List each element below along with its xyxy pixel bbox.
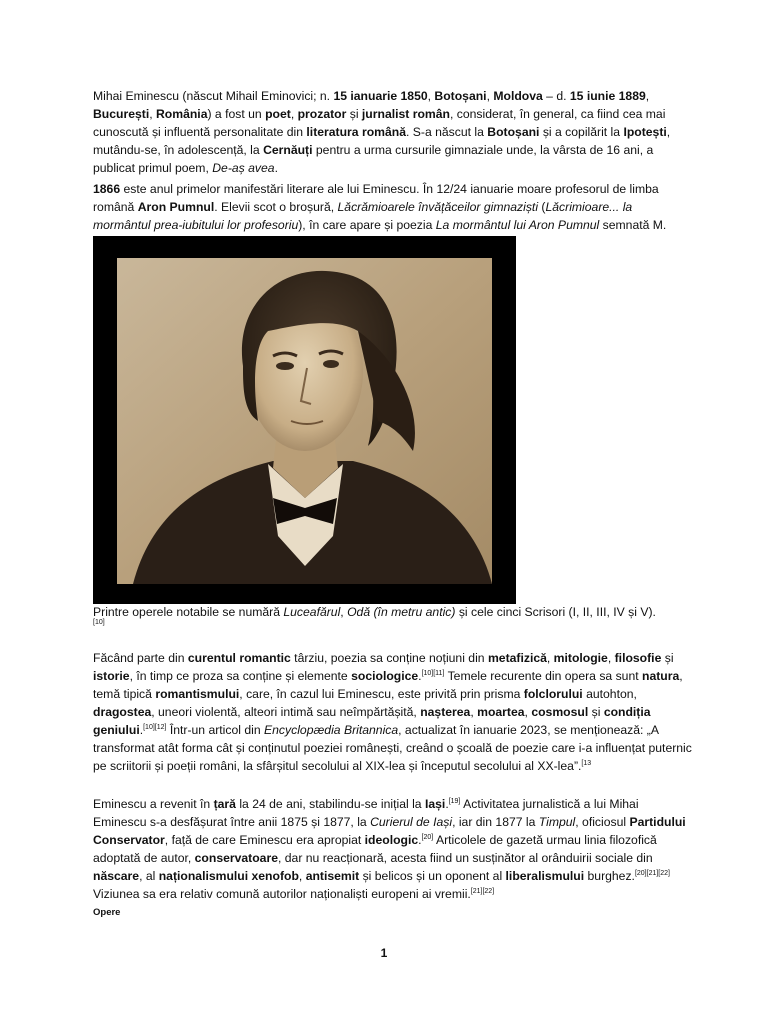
bold-text: Botoșani	[487, 125, 540, 139]
text-run: burghez.	[584, 869, 635, 883]
reference-marker: [20][21][22]	[634, 869, 670, 877]
text-run: la 24 de ani, stabilindu-se inițial la	[235, 797, 425, 811]
text-run: ,	[486, 89, 494, 103]
paragraph-journalism	[93, 795, 693, 903]
bold-text: natura	[642, 669, 680, 683]
bold-text: folclorului	[523, 687, 583, 701]
text-run: Făcând parte din	[93, 651, 188, 665]
bold-text: naționalismului xenofob	[158, 869, 299, 883]
bold-text: București	[93, 107, 150, 121]
text-run: , care, în cazul lui Eminescu, este privită prin prisma	[239, 687, 524, 701]
bold-text: dragostea	[93, 705, 152, 719]
text-run: .	[418, 833, 422, 847]
bold-text: născare	[93, 869, 140, 883]
text-run: (	[538, 200, 546, 214]
bold-text: mitologie	[553, 651, 608, 665]
text-run: , al	[139, 869, 159, 883]
text-run: ,	[607, 651, 615, 665]
bold-text: Ipotești	[623, 125, 667, 139]
text-run: – d.	[542, 89, 570, 103]
bold-text: România	[156, 107, 208, 121]
text-run: și cele cinci Scrisori (I, II, III, IV și V).	[455, 605, 656, 619]
bold-text: jurnalist	[361, 107, 410, 121]
text-run: și	[661, 651, 674, 665]
text-run: . Elevii scot o broșură,	[214, 200, 338, 214]
text-run: semnată M.	[602, 218, 667, 232]
bold-text: Partidului Conservator	[93, 815, 686, 847]
bold-text: moartea	[477, 705, 525, 719]
text-run: Într-un articol din	[166, 723, 265, 737]
bold-text: metafizică	[487, 651, 547, 665]
portrait-photo	[93, 236, 516, 604]
italic-text: Luceafărul	[283, 605, 341, 619]
bold-text: curentul romantic	[187, 651, 291, 665]
bold-text: filosofie	[614, 651, 662, 665]
paragraph-intro	[93, 87, 693, 177]
italic-text: De-aș avea	[212, 161, 275, 175]
text-run: și belicos și un oponent al	[359, 869, 506, 883]
bold-text: Aron Pumnul	[137, 200, 215, 214]
bold-text: nașterea	[420, 705, 471, 719]
bold-text: prozator	[297, 107, 347, 121]
text-run: autohton,	[582, 687, 637, 701]
text-run: ,	[546, 651, 554, 665]
text-run: .	[139, 723, 144, 737]
bold-text: antisemit	[305, 869, 360, 883]
bold-text: Botoșani	[434, 89, 487, 103]
text-run: ,	[290, 107, 298, 121]
text-run: Printre operele notabile se numără	[93, 605, 284, 619]
section-heading-opere: Opere	[93, 907, 121, 918]
reference-marker: [10][11]	[421, 669, 445, 677]
bold-text: Moldova	[493, 89, 543, 103]
bold-text: 15 iunie 1889	[569, 89, 646, 103]
text-run: Mihai Eminescu (născut Mihail Eminovici; n.	[93, 89, 334, 103]
text-run: , față de care Eminescu era apropiat	[164, 833, 365, 847]
reference-marker: [21][22]	[470, 887, 495, 895]
bold-text: istorie	[93, 669, 130, 683]
text-run: și	[346, 107, 362, 121]
text-run: Temele recurente din opera sa sunt	[444, 669, 643, 683]
text-run: ,	[298, 869, 306, 883]
paragraph-1866	[93, 180, 693, 236]
text-run: și	[588, 705, 604, 719]
bold-text: sociologice	[351, 669, 419, 683]
works-text	[93, 605, 656, 619]
text-run: , mutându-se, în adolescență, la	[93, 125, 671, 157]
text-run: , considerat, în general, ca fiind cea mai cunoscută și influentă personalitate din	[93, 107, 666, 139]
text-run: Eminescu a revenit în	[93, 797, 214, 811]
text-run: ,	[149, 107, 156, 121]
text-run: este anul primelor manifestări literare ale lui Eminescu. În 12/24 ianuarie moare profesorul de limba română	[93, 182, 659, 214]
text-run: pentru a urma cursurile gimnaziale unde, la vârsta de 16 ani, a publicat primul poem,	[93, 143, 654, 175]
text-run: , în timp ce proza sa conține și elemente	[129, 669, 352, 683]
text-run: , iar din 1877 la	[452, 815, 539, 829]
text-run: târziu, poezia sa conține noțiuni din	[290, 651, 488, 665]
text-run: .	[418, 669, 422, 683]
text-run: Viziunea sa era relativ comună autorilor naționaliști europeni ai vremii.	[93, 887, 471, 901]
bold-text: român	[412, 107, 450, 121]
bold-text: condiția geniului	[93, 705, 651, 737]
bold-text: liberalismului	[505, 869, 585, 883]
text-run: , actualizat în ianuarie 2023, se menționează: „A transformat atât forma cât și conținutul poeziei românești, creând o școală de poezie care i-a influențat puternic pe scriitorii și poeții români, la sfârșitul secolului al XIX-lea și începutul secolului al XX-lea”.	[93, 723, 692, 773]
italic-text: Timpul	[538, 815, 576, 829]
text-run: Articolele de gazetă urmau linia filozofică adoptată de autor,	[93, 833, 657, 865]
text-run: Activitatea jurnalistică a lui Mihai Eminescu s-a desfășurat între anii 1875 și 1877, la	[93, 797, 639, 829]
text-run: ), în care apare și poezia	[298, 218, 436, 232]
text-run: și a copilărit la	[539, 125, 624, 139]
bold-text: țară	[213, 797, 236, 811]
bold-text: 1866	[93, 182, 121, 196]
works-reference: [10]	[93, 619, 105, 626]
text-run: ) a fost un	[207, 107, 266, 121]
text-run: .	[274, 161, 278, 175]
reference-marker: [10][12]	[143, 723, 167, 731]
text-run: ,	[524, 705, 532, 719]
text-run: ,	[340, 605, 348, 619]
bold-text: literatura română	[306, 125, 406, 139]
paragraph-works	[93, 603, 693, 627]
bold-text: romantismului	[155, 687, 240, 701]
italic-text: La mormântul lui Aron Pumnul	[435, 218, 600, 232]
text-run: ,	[470, 705, 478, 719]
bold-text: cosmosul	[531, 705, 589, 719]
bold-text: 15 ianuarie 1850	[333, 89, 428, 103]
italic-text: Lăcrimioare... la mormântul prea-iubitului lor profesoriu	[93, 200, 633, 232]
portrait-image	[93, 236, 516, 604]
text-run: , uneori violentă, alteori intimă sau neîmpărtășită,	[151, 705, 421, 719]
italic-text: Encyclopædia Britannica	[264, 723, 399, 737]
paragraph-romanticism	[93, 649, 693, 775]
italic-text: Odă (în metru antic)	[347, 605, 456, 619]
bold-text: ideologic	[364, 833, 419, 847]
bold-text: Iași	[424, 797, 446, 811]
italic-text: Lăcrămioarele învățăceilor gimnaziști	[337, 200, 539, 214]
reference-marker: [13	[581, 759, 592, 767]
text-run: ,	[427, 89, 435, 103]
bold-text: poet	[265, 107, 291, 121]
bold-text: Cernăuți	[263, 143, 313, 157]
text-run: . S-a născut la	[406, 125, 488, 139]
text-run: ,	[645, 89, 650, 103]
reference-marker: [19]	[448, 797, 461, 805]
text-run: , oficiosul	[575, 815, 630, 829]
reference-marker: [20]	[421, 833, 434, 841]
text-run: .	[445, 797, 449, 811]
text-run: , temă tipică	[93, 669, 683, 701]
italic-text: Curierul de Iași	[370, 815, 453, 829]
page-number: 1	[380, 946, 388, 960]
bold-text: conservatoare	[194, 851, 278, 865]
text-run: , dar nu reacționară, acesta fiind un susținător al orânduirii sociale din	[277, 851, 653, 865]
